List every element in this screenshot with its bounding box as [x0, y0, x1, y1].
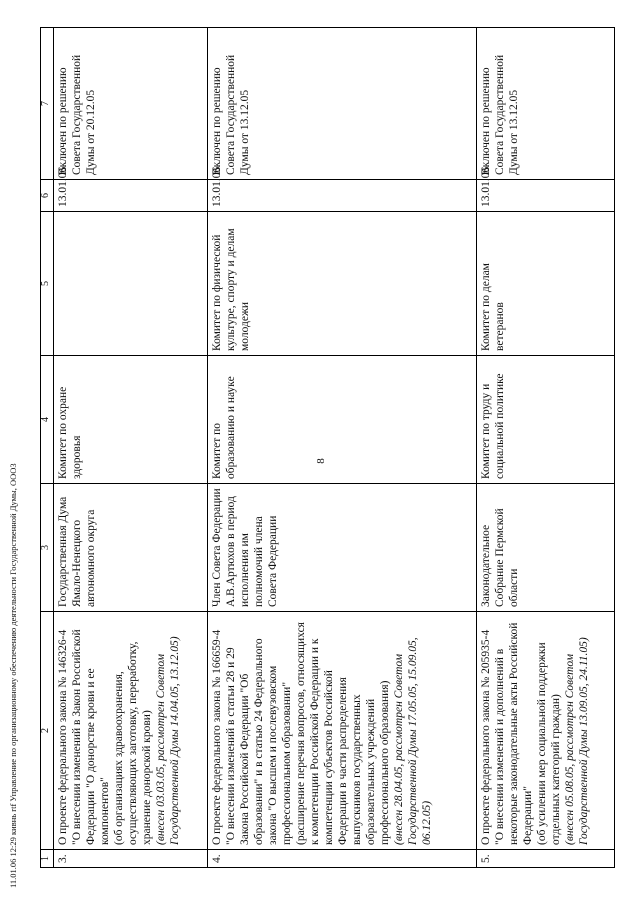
bill-description [54, 612, 208, 850]
table-row [208, 28, 477, 868]
col-header-6: 6 [41, 180, 54, 212]
table-row [477, 28, 615, 868]
bills-table [40, 27, 615, 868]
date: 13.01.06 [208, 180, 477, 212]
footer-text: 11.01.06 12:29 кивнь rtf Управление по организационному обеспечению деятельности Государственной Думы, ООО3 [8, 463, 18, 888]
table-row [54, 28, 208, 868]
date: 13.01.06 [477, 180, 615, 212]
bill-description [477, 612, 615, 850]
col-header-1: 1 [41, 850, 54, 868]
row-number: 5. [477, 850, 615, 868]
col-header-7: 7 [41, 28, 54, 180]
header-row [41, 28, 54, 868]
bill-submitted: (внесен 05.08.05, рассмотрен Советом Государственной Думы 13.09.05, 24.11.05) [564, 637, 591, 845]
col-header-5: 5 [41, 212, 54, 356]
bill-note: (расширение перечня вопросов, относящихся к компетенции Российской Федерации и к компетенции субъектов Российской Федерации в части распределения выпускников государственных образовательных учреждений профессионального образования) [295, 622, 392, 845]
bill-note: (об усилении мер социальной поддержки отдельных категорий граждан) [536, 642, 563, 845]
status: Включен по решению Совета Государственной Думы от 13.12.05 [477, 28, 615, 180]
bill-title: О проекте федерального закона № 166659-4 "О внесении изменений в статьи 28 и 29 Закона Российской Федерации "Об образовании" и в статью 24 Федерального закона "О высшем и послевузовском профессиональном образовании" [211, 629, 294, 845]
initiator: Государственная Дума Ямало-Ненецкого автономного округа [54, 484, 208, 612]
responsible-committee: Комитет по образованию и науке [208, 356, 477, 484]
responsible-committee: Комитет по охране здоровья [54, 356, 208, 484]
bill-submitted: (внесен 03.03.05, рассмотрен Советом Государственной Думы 14.04.05, 13.12.05) [155, 636, 181, 845]
col-header-2: 2 [41, 612, 54, 850]
status: Включен по решению Совета Государственной Думы от 20.12.05 [54, 28, 208, 180]
responsible-committee: Комитет по труду и социальной политике [477, 356, 615, 484]
co-committee: Комитет по делам ветеранов [477, 212, 615, 356]
row-number: 4. [208, 850, 477, 868]
bill-description [208, 612, 477, 850]
bill-note: (об организациях здравоохранения, осуществляющих заготовку, переработку, хранение донорской крови) [113, 641, 153, 845]
col-header-3: 3 [41, 484, 54, 612]
co-committee: Комитет по физической культуре, спорту и делам молодежи [208, 212, 477, 356]
bill-submitted: (внесен 28.04.05, рассмотрен Советом Государственной Думы 17.05.05, 15.09.05, 06.12.05) [393, 637, 434, 845]
col-header-4: 4 [41, 356, 54, 484]
bill-title: О проекте федерального закона № 205935-4 "О внесении изменений и дополнений в некоторые законодательные акты Российской Федерации" [480, 622, 535, 845]
page-number: 8 [314, 458, 327, 464]
status: Включен по решению Совета Государственной Думы от 13.12.05 [208, 28, 477, 180]
co-committee [54, 212, 208, 356]
bill-title: О проекте федерального закона № 146326-4 "О внесении изменений в Закон Российской Федерации "О донорстве крови и ее компонентов" [57, 629, 111, 845]
initiator: Законодательное Собрание Пермской области [477, 484, 615, 612]
row-number: 3. [54, 850, 208, 868]
initiator: Член Совета Федерации А.В.Артюхов в период исполнения им полномочий члена Совета Федерации [208, 484, 477, 612]
date: 13.01.06 [54, 180, 208, 212]
